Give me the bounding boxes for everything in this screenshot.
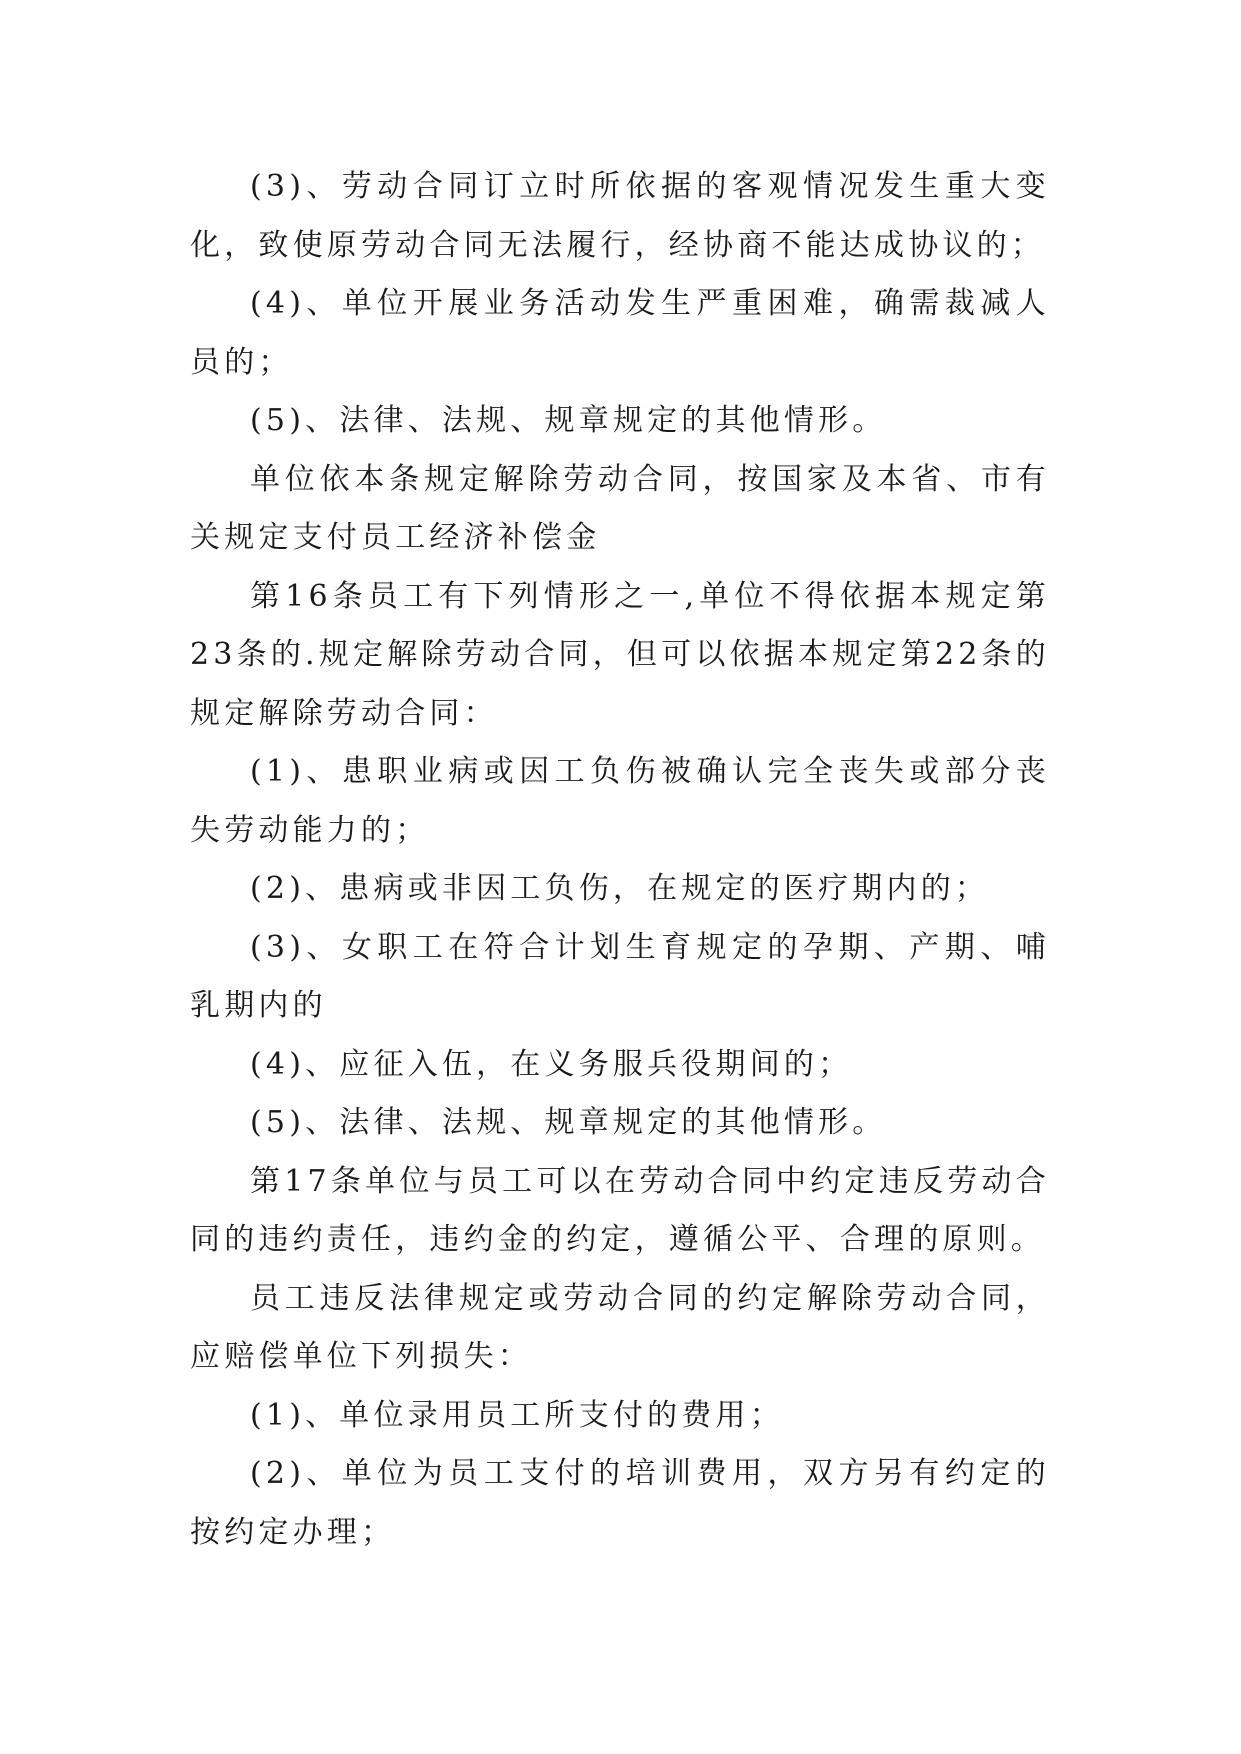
paragraph-compensation-losses: 员工违反法律规定或劳动合同的约定解除劳动合同，应赔偿单位下列损失： bbox=[190, 1280, 1050, 1374]
document-body bbox=[190, 158, 1050, 1562]
paragraph-item-3-objective-change: (3)、劳动合同订立时所依据的客观情况发生重大变化，致使原劳动合同无法履行，经协商不能达成协议的； bbox=[190, 169, 1050, 263]
paragraph-article-17: 第17条单位与员工可以在劳动合同中约定违反劳动合同的违约责任，违约金的约定，遵循公平、合理的原则。 bbox=[190, 1163, 1050, 1257]
paragraph-art16-item-2-medical-period: (2)、患病或非因工负伤，在规定的医疗期内的； bbox=[250, 871, 990, 906]
paragraph-article-16: 第16条员工有下列情形之一,单位不得依据本规定第23条的.规定解除劳动合同，但可以依据本规定第22条的规定解除劳动合同： bbox=[190, 578, 1050, 731]
paragraph-art16-item-4-military-service: (4)、应征入伍，在义务服兵役期间的； bbox=[250, 1046, 853, 1082]
paragraph-item-5-other-circumstances: (5)、法律、法规、规章规定的其他情形。 bbox=[250, 403, 887, 438]
paragraph-art16-item-1-occupational-disease: (1)、患职业病或因工负伤被确认完全丧失或部分丧失劳动能力的； bbox=[190, 754, 1050, 848]
paragraph-loss-item-1-recruitment-fees: (1)、单位录用员工所支付的费用； bbox=[250, 1397, 784, 1433]
paragraph-art16-item-3-female-employees: (3)、女职工在符合计划生育规定的孕期、产期、哺乳期内的 bbox=[190, 929, 1050, 1023]
paragraph-art16-item-5-other-circumstances: (5)、法律、法规、规章规定的其他情形。 bbox=[250, 1105, 887, 1140]
paragraph-economic-compensation: 单位依本条规定解除劳动合同，按国家及本省、市有关规定支付员工经济补偿金 bbox=[190, 461, 1050, 555]
paragraph-item-4-business-difficulty: (4)、单位开展业务活动发生严重困难，确需裁减人员的； bbox=[190, 286, 1050, 380]
paragraph-loss-item-2-training-fees: (2)、单位为员工支付的培训费用，双方另有约定的按约定办理； bbox=[190, 1456, 1050, 1550]
